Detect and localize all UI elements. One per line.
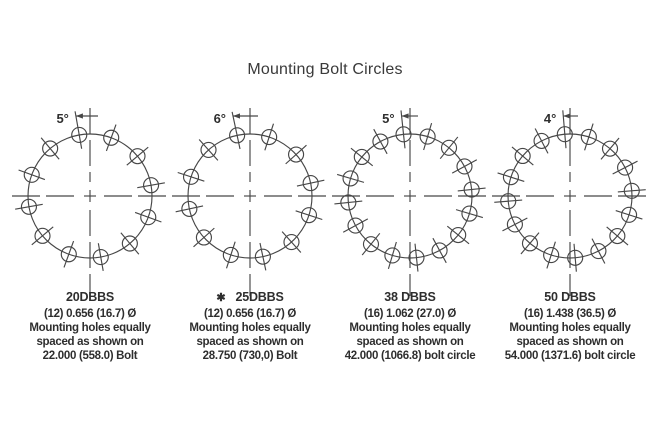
spec-bolt-circle: 54.000 (1371.6) bolt circle (504, 350, 636, 362)
dimension-arrowhead (402, 113, 409, 118)
hole-center-tick (424, 123, 432, 150)
dimension-arrowhead (563, 113, 570, 118)
diagram-col-38dbbs (330, 100, 490, 420)
spec-line: Mounting holes equally (29, 322, 151, 334)
hole-center-tick (388, 242, 396, 269)
hole-center-tick (592, 239, 605, 264)
spec-bolt-circle: 22.000 (558.0) Bolt (42, 350, 138, 362)
spec-hole-size: (16) 1.438 (36.5) Ø (523, 308, 617, 320)
angle-dimension-label: 6° (213, 111, 226, 126)
hole-center-tick (547, 242, 556, 269)
spec-line: spaced as shown on (356, 336, 464, 348)
diagram-label (10, 290, 170, 363)
page-title: Mounting Bolt Circles (247, 61, 403, 78)
hole-center-tick (613, 161, 638, 174)
hole-center-tick (433, 238, 446, 263)
drawing-geometry (332, 108, 488, 296)
hole-center-tick (452, 160, 477, 173)
bolt-circle-drawing (330, 100, 490, 300)
model-name-text: 25DBBS (235, 290, 284, 304)
bolt-circle-drawing (490, 100, 650, 300)
spec-line: spaced as shown on (196, 336, 304, 348)
diagram-label (330, 290, 490, 363)
hole-center-tick (106, 125, 116, 151)
model-name (10, 290, 170, 304)
hole-center-tick (265, 124, 274, 151)
diagram-col-25dbbs (170, 100, 330, 420)
hole-center-tick (535, 128, 548, 153)
hole-center-tick (135, 212, 161, 222)
spec-line: Mounting holes equally (349, 322, 471, 334)
diagram-label (490, 290, 650, 363)
spec-line: spaced as shown on (516, 336, 624, 348)
diagram-col-20dbbs (10, 100, 170, 420)
angle-dimension-label: 5° (56, 111, 69, 126)
spec-line: Mounting holes equally (509, 322, 631, 334)
hole-center-tick (585, 124, 594, 151)
model-name (330, 290, 490, 304)
hole-center-tick (502, 218, 527, 231)
hole-center-tick (296, 211, 323, 220)
spec-hole-size: (16) 1.062 (27.0) Ø (363, 308, 457, 320)
angle-dimension-label: 4° (543, 111, 557, 126)
model-name (490, 290, 650, 304)
model-name-text: 20DBBS (65, 290, 115, 304)
model-name-text: 50 DBBS (544, 290, 596, 304)
spec-line: spaced as shown on (36, 336, 144, 348)
hole-center-tick (19, 170, 45, 180)
hole-center-tick (616, 211, 643, 220)
diagram-col-50dbbs (490, 100, 650, 420)
diagram-row (10, 100, 650, 420)
model-name-text: 38 DBBS (384, 290, 436, 304)
footnote-asterisk-icon: ✱ (216, 292, 226, 304)
diagram-label (170, 290, 330, 363)
hole-center-tick (337, 174, 364, 182)
hole-center-tick (374, 129, 387, 154)
dimension-arrowhead (233, 113, 240, 118)
hole-center-tick (456, 210, 483, 218)
dimension-arrowhead (76, 113, 83, 118)
angle-dimension-label: 5° (382, 111, 395, 126)
spec-bolt-circle: 42.000 (1066.8) bolt circle (344, 350, 476, 362)
spec-line: Mounting holes equally (189, 322, 311, 334)
hole-center-tick (343, 219, 368, 232)
drawing-geometry (492, 108, 648, 296)
drawing-geometry (12, 108, 168, 296)
hole-center-tick (178, 173, 205, 182)
hole-center-tick (64, 241, 74, 267)
spec-bolt-circle: 28.750 (730,0) Bolt (202, 350, 298, 362)
spec-hole-size: (12) 0.656 (16.7) Ø (203, 308, 297, 320)
model-name (170, 290, 330, 304)
spec-hole-size: (12) 0.656 (16.7) Ø (43, 308, 137, 320)
bolt-circle-drawing (170, 100, 330, 300)
hole-center-tick (227, 242, 236, 269)
drawing-geometry (172, 108, 328, 296)
hole-center-tick (498, 173, 525, 182)
bolt-circle-drawing (10, 100, 170, 300)
